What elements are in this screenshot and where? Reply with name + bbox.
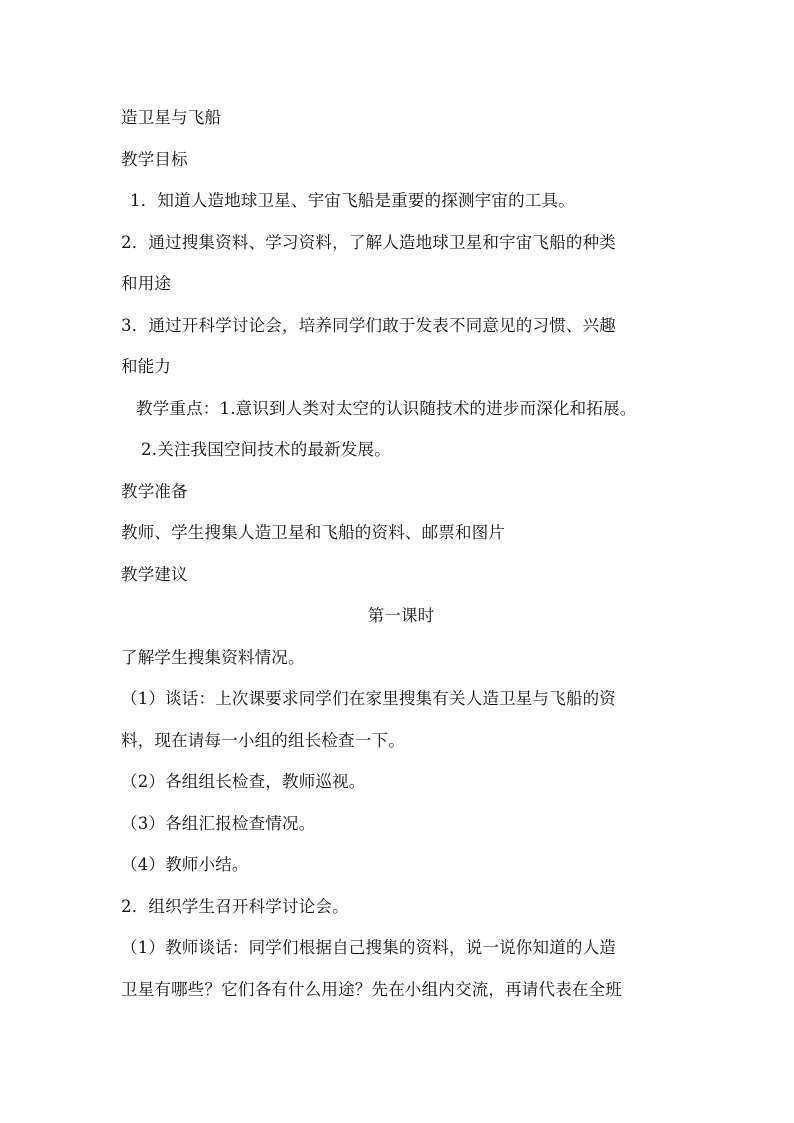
step-2: 2．组织学生召开科学讨论会。 — [121, 897, 349, 916]
step-1-2: （2）各组组长检查，教师巡视。 — [121, 772, 366, 791]
lesson-title: 第一课时 — [367, 606, 435, 625]
heading-goals: 教学目标 — [121, 150, 188, 169]
goal-2-line1: 2．通过搜集资料、学习资料，了解人造地球卫星和宇宙飞船的种类 — [121, 233, 616, 252]
step-2-1-line1: （1）教师谈话：同学们根据自己搜集的资料，说一说你知道的人造 — [121, 938, 616, 957]
key-points-1: 教学重点：1.意识到人类对太空的认识随技术的进步而深化和拓展。 — [136, 399, 637, 418]
preparation-text: 教师、学生搜集人造卫星和飞船的资料、邮票和图片 — [121, 523, 506, 542]
step-1: 了解学生搜集资料情况。 — [121, 648, 305, 667]
key-points-2: 2.关注我国空间技术的最新发展。 — [141, 440, 391, 459]
goal-1: 1．知道人造地球卫星、宇宙飞船是重要的探测宇宙的工具。 — [130, 191, 575, 210]
document-title: 造卫星与飞船 — [121, 108, 222, 127]
step-1-1-line2: 料，现在请每一小组的组长检查一下。 — [121, 731, 405, 750]
step-2-1-line2: 卫星有哪些？它们各有什么用途？先在小组内交流，再请代表在全班 — [121, 980, 622, 999]
step-1-3: （3）各组汇报检查情况。 — [121, 814, 316, 833]
step-1-1-line1: （1）谈话：上次课要求同学们在家里搜集有关人造卫星与飞船的资 — [121, 689, 616, 708]
goal-2-line2: 和用途 — [121, 274, 172, 293]
heading-suggestion: 教学建议 — [121, 565, 188, 584]
heading-preparation: 教学准备 — [121, 482, 188, 501]
goal-3-line2: 和能力 — [121, 357, 172, 376]
step-1-4: （4）教师小结。 — [121, 855, 249, 874]
goal-3-line1: 3．通过开科学讨论会，培养同学们敢于发表不同意见的习惯、兴趣 — [121, 316, 616, 335]
